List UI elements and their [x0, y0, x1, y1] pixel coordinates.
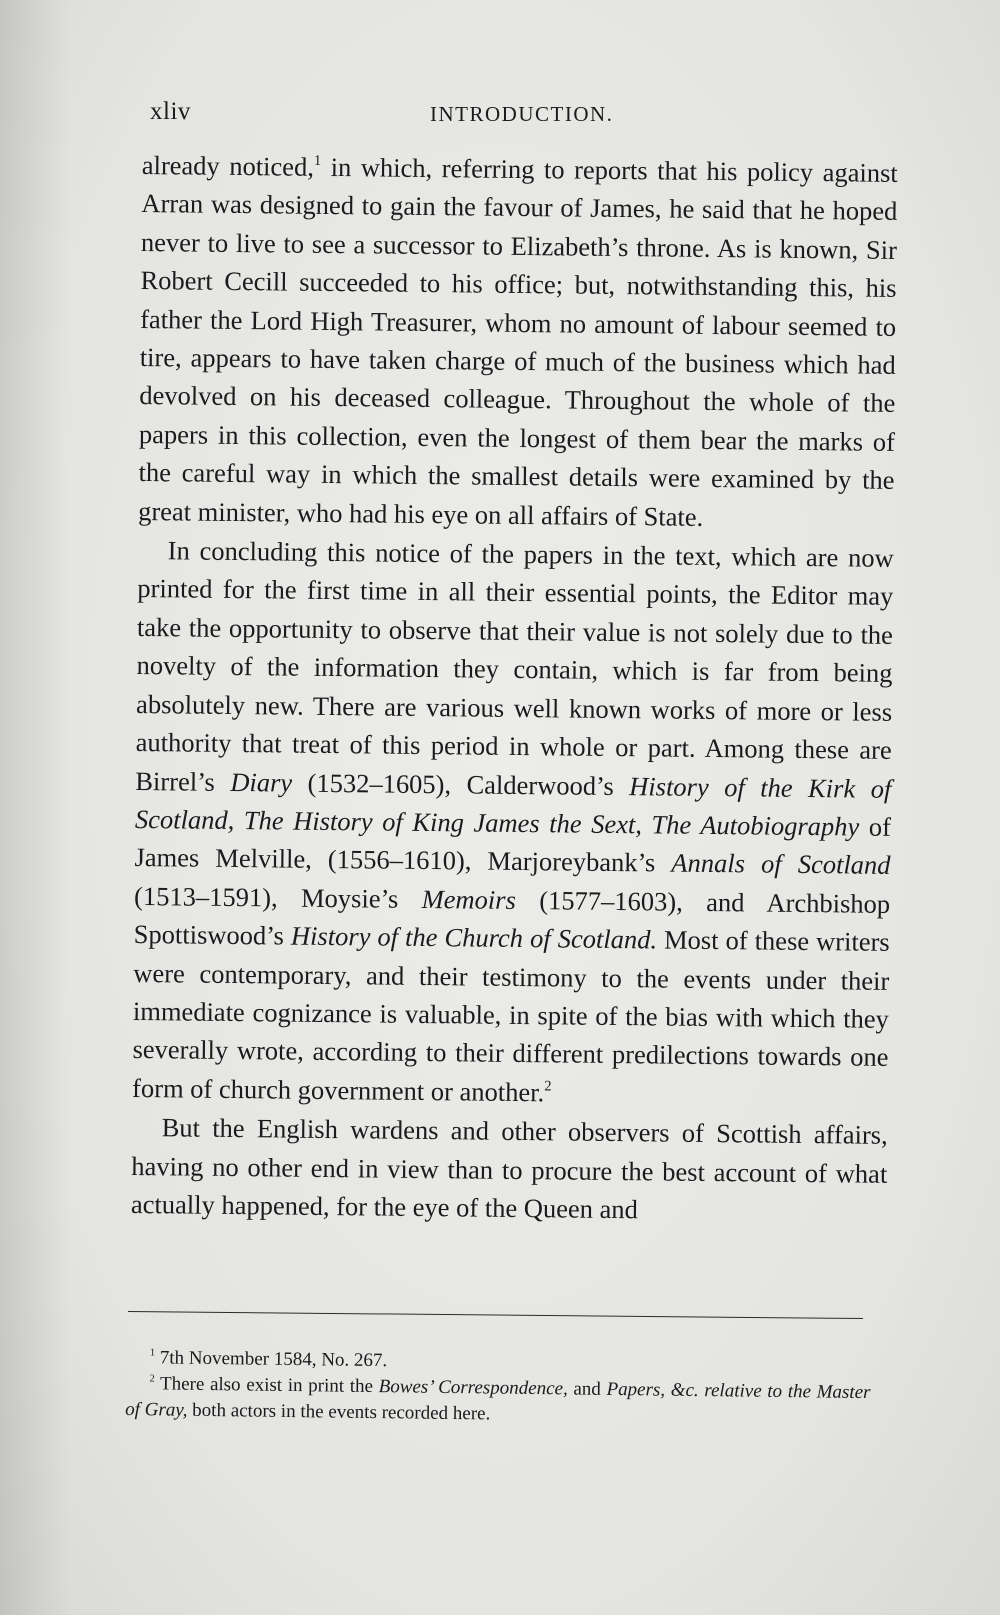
footnote-text: and — [567, 1378, 607, 1400]
italic-title: Memoirs — [421, 883, 517, 915]
text-run: already noticed, — [141, 149, 315, 182]
footnote-divider — [128, 1311, 863, 1319]
body-text — [131, 146, 898, 1231]
italic-title: History of the Kirk of Scotland, The History of King James the Sext, The Autobiography — [134, 770, 892, 842]
text-run: In concluding this notice of the papers in the text, which are now printed for the first time in all their essential points, the Editor may take the opportunity to observe that their value is not solely due to the novelty of the information they contain, which is far from being absolutely new. There are various well known works of more or less authority that treat of this period in whole or part. Among these are Birrel’s — [135, 535, 894, 797]
italic-title: Diary — [230, 766, 293, 798]
text-run: (1532–1605), Calderwood’s — [291, 767, 630, 801]
page-number: xliv — [150, 98, 191, 125]
page-header — [150, 98, 890, 132]
paragraph-2 — [132, 531, 894, 1115]
footnote-mark-2: 2 — [149, 1373, 155, 1385]
italic-title: History of the Church of Scotland. — [290, 920, 658, 955]
footnote-text: both actors in the events recorded here. — [187, 1399, 491, 1425]
paragraph-3 — [131, 1108, 888, 1231]
text-run: of James Melville, (1556–1610), Marjoreybank’s — [134, 811, 892, 878]
paragraph-1 — [138, 146, 898, 538]
italic-title: Papers, &c. relative to the Master of Gray, — [125, 1378, 871, 1421]
footnote-mark-1: 1 — [149, 1347, 156, 1359]
text-run: (1577–1603), and Archbishop Spottiswood’s — [133, 884, 891, 951]
text-run: in which, referring to reports that his policy against Arran was designed to gain the favour of James, he said that he hoped never to live to see a successor to Elizabeth’s throne. As is known, Sir Robert Cecill succeeded to his office; but, notwithstanding this, his father the Lord High Treasurer, whom no amount of labour seemed to tire, appears to have taken charge of much of the business which had devolved on his deceased colleague. Throughout the whole of the papers in this collection, even the longest of them bear the marks of the careful way in which the smallest details were examined by the great minister, who had his eye on all affairs of State. — [138, 151, 898, 532]
footnote-2 — [125, 1371, 871, 1432]
italic-title: Bowes’ Correspondence, — [378, 1376, 568, 1400]
footnote-text: 7th November 1584, No. 267. — [154, 1347, 388, 1372]
footnote-text: There also exist in print the — [154, 1373, 379, 1398]
text-run: (1513–1591), Moysie’s — [133, 880, 422, 914]
footnote-ref-1: 1 — [313, 152, 322, 169]
running-title: INTRODUCTION. — [430, 102, 614, 126]
footnote-ref-2: 2 — [544, 1078, 552, 1095]
text-run: But the English wardens and other observers of Scottish affairs, having no other end in view than to procure the best account of what actually happened, for the eye of the Queen and — [130, 1112, 888, 1225]
italic-title: Annals of Scotland — [671, 847, 891, 881]
footnotes — [125, 1345, 871, 1432]
text-run: Most of these writers were contemporary, and their testimony to the events under their immediate cognizance is valuable, in spite of the bias with which they severally wrote, according to their different predilections towards one form of church government or another. — [131, 924, 890, 1108]
